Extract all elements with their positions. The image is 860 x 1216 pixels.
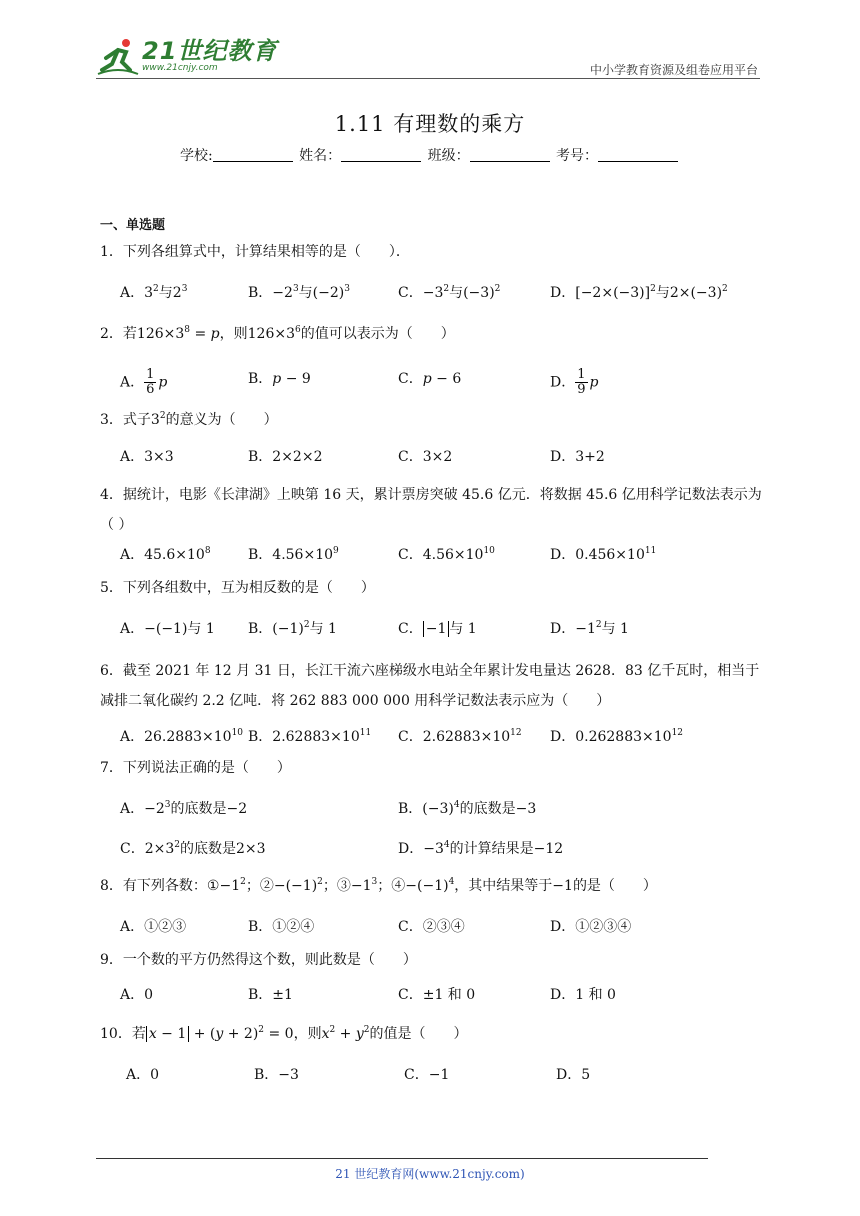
logo-wordmark: 21世纪教育 — [142, 37, 278, 65]
footer-divider — [96, 1158, 708, 1159]
option-d: D．1 和 0 — [550, 987, 616, 1003]
question-1: 1．下列各组算式中，计算结果相等的是（ ）． — [100, 244, 410, 260]
option-c: C． −1 与 1 — [398, 621, 477, 637]
option-c: C．②③④ — [398, 919, 465, 935]
option-d: D． $\frac{1}{9}$ p — [550, 367, 599, 397]
option-c: C．3×2 — [398, 449, 453, 465]
option-d: D．$-3^4$的计算结果是−12 — [398, 840, 564, 857]
option-d: D．5 — [556, 1067, 591, 1083]
option-b: B．p − 9 — [248, 371, 311, 387]
question-5: 5．下列各组数中，互为相反数的是（ ） — [100, 580, 375, 596]
option-d: D．$-1^2$与 1 — [550, 620, 629, 637]
option-c: C．$-3^2$与$(-3)^2$ — [398, 284, 501, 301]
class-blank — [470, 147, 550, 162]
option-d: D．$[-2\times(-3)]^2$与$2\times(-3)^2$ — [550, 284, 728, 301]
student-info-line — [0, 145, 860, 165]
option-b: B．①②④ — [248, 919, 315, 935]
option-d: D．$0.456\times 10^{11}$ — [550, 546, 657, 563]
option-c: C．$4.56\times 10^{10}$ — [398, 546, 495, 563]
question-3: 3．式子$3^2$的意义为（ ） — [100, 411, 278, 428]
option-b: B．−3 — [254, 1067, 299, 1083]
question-9-options — [120, 984, 760, 1006]
question-5-options — [120, 618, 760, 640]
question-9: 9．一个数的平方仍然得这个数，则此数是（ ） — [100, 952, 417, 968]
class-label: 班级： — [427, 148, 470, 164]
option-a: A．0 — [120, 987, 154, 1003]
question-7: 7．下列说法正确的是（ ） — [100, 760, 291, 776]
exam-no-label: 考号： — [556, 148, 599, 164]
option-b: B．$(-1)^2$与 1 — [248, 620, 337, 637]
option-b: B．$(-3)^4$的底数是−3 — [398, 800, 537, 817]
question-2-options — [120, 367, 760, 397]
option-c: C．−1 — [404, 1067, 450, 1083]
question-8-options — [120, 916, 760, 938]
option-a: A．$45.6\times 10^8$ — [120, 546, 211, 563]
name-blank — [341, 147, 421, 162]
option-a: A． $\frac{1}{6}$ p — [120, 367, 168, 397]
option-d: D．①②③④ — [550, 919, 632, 935]
option-b: B．$4.56\times 10^9$ — [248, 546, 339, 563]
option-a: A．$-2^3$的底数是−2 — [120, 800, 248, 817]
question-8: 8．有下列各数：$①-1^2$；$②-(-1)^2$；$③-1^3$；$④-(-1)^4$，其中结果等于−1的是（ ） — [100, 877, 657, 894]
section-heading: 一、单选题 — [100, 218, 166, 233]
page-title: 1.11 有理数的乘方 — [334, 112, 526, 136]
question-6-options — [120, 726, 760, 748]
logo-url: www.21cnjy.com — [142, 63, 218, 73]
question-10: 10．若 $x - 1 + (y + 2)^2 = 0$，则$x^2 + y^2$的值是（ ） — [100, 1025, 468, 1042]
option-a: A．$26.2883\times 10^{10}$ — [120, 728, 244, 745]
question-2: 2．若$126\times 3^8 = p$，则$126\times 3^6$的值可以表示为（ ） — [100, 325, 455, 342]
option-b: B．$2.62883\times 10^{11}$ — [248, 728, 372, 745]
option-b: B．2×2×2 — [248, 449, 323, 465]
question-10-options — [126, 1064, 766, 1086]
question-3-options — [120, 446, 760, 468]
school-blank — [213, 147, 293, 162]
option-c: C．$2\times 3^2$的底数是2×3 — [120, 840, 266, 857]
option-c: C．p − 6 — [398, 371, 462, 387]
option-a: A．0 — [126, 1067, 160, 1083]
exam-no-blank — [598, 147, 678, 162]
header-tagline: 中小学教育资源及组卷应用平台 — [589, 63, 758, 77]
school-label: 学校: — [179, 148, 213, 164]
option-a: A．$3^2$与$2^3$ — [120, 284, 188, 301]
name-label: 姓名： — [299, 148, 342, 164]
option-d: D．3+2 — [550, 449, 605, 465]
question-7-options-row1 — [120, 798, 760, 820]
option-b: B．±1 — [248, 987, 293, 1003]
option-a: A．①②③ — [120, 919, 187, 935]
logo — [96, 34, 277, 78]
header-divider — [96, 78, 760, 79]
option-d: D．$0.262883\times 10^{12}$ — [550, 728, 684, 745]
runner-logo-icon — [96, 36, 140, 76]
page-header — [96, 34, 760, 78]
option-a: A．−(−1)与 1 — [120, 621, 215, 637]
question-6: 6．截至 2021 年 12 月 31 日，长江干流六座梯级水电站全年累计发电量达 2628．83 亿千瓦时，相当于减排二氧化碳约 2.2 亿吨．将 262 883 000 000 用科学记数法表示应为（ ） — [100, 663, 760, 709]
footer-link[interactable]: 21 世纪教育网(www.21cnjy.com) — [335, 1167, 525, 1181]
question-4-options — [120, 544, 760, 566]
question-7-options-row2 — [120, 838, 760, 860]
option-a: A．3×3 — [120, 449, 174, 465]
question-1-options — [120, 282, 760, 304]
option-c: C．±1 和 0 — [398, 987, 476, 1003]
option-b: B．$-2^3$与$(-2)^3$ — [248, 284, 350, 301]
option-c: C．$2.62883\times 10^{12}$ — [398, 728, 522, 745]
question-4: 4．据统计，电影《长津湖》上映第 16 天，累计票房突破 45.6 亿元．将数据 45.6 亿用科学记数法表示为（ ） — [100, 487, 762, 533]
